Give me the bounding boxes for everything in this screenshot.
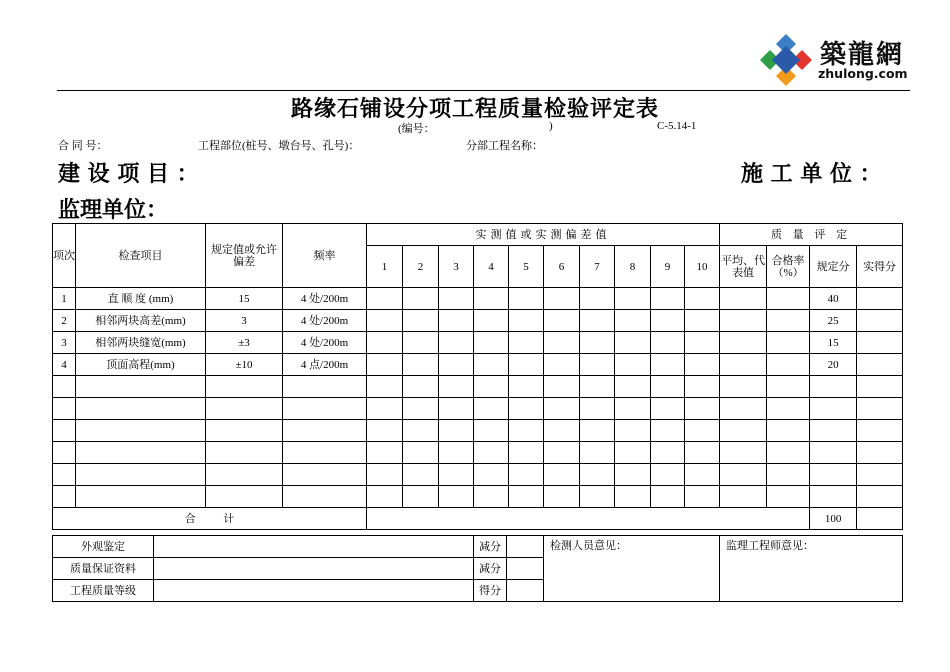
- quality-docs-deduct-value: [507, 558, 544, 580]
- col-standard-score-header: 规定分: [810, 246, 857, 288]
- appearance-value: [154, 536, 474, 558]
- row-measured-cell: [651, 310, 685, 332]
- col-actual-score-header: 实得分: [857, 246, 903, 288]
- quality-docs-value: [154, 558, 474, 580]
- row-frequency: [283, 464, 367, 486]
- total-actual-cell: [857, 508, 903, 530]
- row-measured-cell: [403, 332, 439, 354]
- grade-score-label: 得分: [474, 580, 507, 602]
- row-measured-cell: [685, 288, 720, 310]
- table-row: [53, 464, 903, 486]
- row-measured-cell: [439, 464, 474, 486]
- row-measured-cell: [651, 332, 685, 354]
- row-pass-rate: [767, 442, 810, 464]
- row-average: [720, 486, 767, 508]
- row-measured-cell: [544, 310, 580, 332]
- grade-label: 工程质量等级: [53, 580, 154, 602]
- header-divider: [57, 90, 910, 91]
- row-item: [76, 376, 206, 398]
- row-measured-cell: [615, 376, 651, 398]
- total-score: 100: [810, 508, 857, 530]
- row-item: [76, 420, 206, 442]
- row-standard-score: 15: [810, 332, 857, 354]
- row-measured-cell: [403, 464, 439, 486]
- row-measured-cell: [509, 310, 544, 332]
- row-actual-score: [857, 420, 903, 442]
- contractor-label: 施 工 单 位 ：: [741, 162, 882, 187]
- col-pass-rate-header: 合格率（%）: [767, 246, 810, 288]
- row-measured-cell: [685, 464, 720, 486]
- row-measured-cell: [651, 354, 685, 376]
- row-measured-cell: [474, 464, 509, 486]
- row-measured-cell: [651, 442, 685, 464]
- row-no: [53, 442, 76, 464]
- row-measured-cell: [403, 486, 439, 508]
- row-measured-cell: [474, 288, 509, 310]
- row-measured-cell: [580, 486, 615, 508]
- row-measured-cell: [615, 398, 651, 420]
- zhulong-logo: [758, 30, 908, 90]
- measured-col: 4: [474, 246, 509, 288]
- row-average: [720, 288, 767, 310]
- row-average: [720, 442, 767, 464]
- quality-docs-label: 质量保证资料: [53, 558, 154, 580]
- row-no: [53, 464, 76, 486]
- row-item: 相邻两块高差(mm): [76, 310, 206, 332]
- row-measured-cell: [544, 398, 580, 420]
- engineer-opinion: 监理工程师意见：: [720, 536, 903, 602]
- row-measured-cell: [403, 288, 439, 310]
- row-measured-cell: [474, 310, 509, 332]
- row-measured-cell: [685, 376, 720, 398]
- location-label: 工程部位(桩号、墩台号、孔号)：: [198, 140, 360, 152]
- row-measured-cell: [403, 442, 439, 464]
- row-measured-cell: [403, 398, 439, 420]
- measured-col: 5: [509, 246, 544, 288]
- row-measured-cell: [474, 486, 509, 508]
- row-measured-cell: [685, 420, 720, 442]
- table-row: [53, 354, 903, 376]
- row-pass-rate: [767, 332, 810, 354]
- row-measured-cell: [403, 420, 439, 442]
- row-tolerance: ±3: [206, 332, 283, 354]
- row-measured-cell: [439, 442, 474, 464]
- row-average: [720, 398, 767, 420]
- row-measured-cell: [615, 310, 651, 332]
- row-measured-cell: [580, 332, 615, 354]
- row-pass-rate: [767, 464, 810, 486]
- row-measured-cell: [367, 288, 403, 310]
- form-number: C-5.14-1: [657, 120, 697, 132]
- row-frequency: [283, 486, 367, 508]
- row-tolerance: [206, 376, 283, 398]
- row-no: 4: [53, 354, 76, 376]
- measured-header: 实测值或实测偏差值: [367, 224, 720, 246]
- grade-score-value: [507, 580, 544, 602]
- row-pass-rate: [767, 420, 810, 442]
- inspector-opinion: 检测人员意见：: [544, 536, 720, 602]
- row-measured-cell: [544, 464, 580, 486]
- logo-diamond-icon: [758, 32, 814, 88]
- row-no: [53, 376, 76, 398]
- col-frequency-header: 频率: [283, 224, 367, 288]
- row-measured-cell: [685, 398, 720, 420]
- row-measured-cell: [367, 332, 403, 354]
- row-measured-cell: [367, 310, 403, 332]
- measured-col: 3: [439, 246, 474, 288]
- row-frequency: 4 处/200m: [283, 332, 367, 354]
- row-measured-cell: [580, 442, 615, 464]
- row-standard-score: [810, 442, 857, 464]
- row-actual-score: [857, 332, 903, 354]
- col-tolerance-header: 规定值或允许偏差: [206, 224, 283, 288]
- row-measured-cell: [580, 420, 615, 442]
- row-tolerance: [206, 486, 283, 508]
- row-frequency: [283, 376, 367, 398]
- row-measured-cell: [580, 310, 615, 332]
- row-standard-score: [810, 486, 857, 508]
- row-measured-cell: [474, 420, 509, 442]
- table-row: [53, 310, 903, 332]
- page-title: 路缘石铺设分项工程质量检验评定表: [290, 97, 659, 122]
- row-item: [76, 398, 206, 420]
- contract-label: 合 同 号：: [58, 140, 108, 152]
- row-measured-cell: [474, 354, 509, 376]
- logo-english-text: zhulong.com: [818, 66, 908, 81]
- appearance-label: 外观鉴定: [53, 536, 154, 558]
- row-measured-cell: [367, 398, 403, 420]
- row-tolerance: 15: [206, 288, 283, 310]
- row-no: 2: [53, 310, 76, 332]
- total-label: 合 计: [53, 508, 367, 530]
- row-average: [720, 310, 767, 332]
- total-measured-cell: [367, 508, 810, 530]
- measured-col: 1: [367, 246, 403, 288]
- table-row: [53, 486, 903, 508]
- row-measured-cell: [544, 442, 580, 464]
- table-row: [53, 442, 903, 464]
- row-measured-cell: [474, 398, 509, 420]
- row-pass-rate: [767, 486, 810, 508]
- row-item: [76, 442, 206, 464]
- row-measured-cell: [651, 398, 685, 420]
- row-frequency: [283, 442, 367, 464]
- measured-col: 6: [544, 246, 580, 288]
- row-measured-cell: [544, 376, 580, 398]
- row-measured-cell: [544, 486, 580, 508]
- row-average: [720, 332, 767, 354]
- row-tolerance: [206, 420, 283, 442]
- row-measured-cell: [509, 332, 544, 354]
- row-measured-cell: [367, 376, 403, 398]
- row-item: 直 顺 度 (mm): [76, 288, 206, 310]
- row-measured-cell: [580, 354, 615, 376]
- row-measured-cell: [439, 310, 474, 332]
- row-pass-rate: [767, 288, 810, 310]
- row-average: [720, 464, 767, 486]
- row-no: 1: [53, 288, 76, 310]
- row-measured-cell: [615, 288, 651, 310]
- row-measured-cell: [474, 442, 509, 464]
- row-average: [720, 376, 767, 398]
- row-measured-cell: [685, 442, 720, 464]
- row-measured-cell: [615, 464, 651, 486]
- row-standard-score: 40: [810, 288, 857, 310]
- table-row: [53, 420, 903, 442]
- row-tolerance: 3: [206, 310, 283, 332]
- table-row: [53, 398, 903, 420]
- row-measured-cell: [580, 288, 615, 310]
- row-measured-cell: [367, 442, 403, 464]
- row-no: [53, 486, 76, 508]
- row-measured-cell: [615, 420, 651, 442]
- row-actual-score: [857, 486, 903, 508]
- row-no: [53, 398, 76, 420]
- row-measured-cell: [367, 464, 403, 486]
- code-close: ): [549, 120, 553, 132]
- col-no-header: 项次: [53, 224, 76, 288]
- row-frequency: [283, 398, 367, 420]
- row-standard-score: 20: [810, 354, 857, 376]
- appearance-deduct-label: 减分: [474, 536, 507, 558]
- row-measured-cell: [544, 332, 580, 354]
- row-no: [53, 420, 76, 442]
- grade-value: [154, 580, 474, 602]
- row-measured-cell: [403, 354, 439, 376]
- row-measured-cell: [685, 354, 720, 376]
- measured-col: 9: [651, 246, 685, 288]
- supervisor-label: 监理单位：: [58, 198, 169, 223]
- measured-col: 2: [403, 246, 439, 288]
- row-measured-cell: [439, 420, 474, 442]
- row-item: 顶面高程(mm): [76, 354, 206, 376]
- assessment-table: [52, 535, 903, 602]
- row-standard-score: [810, 398, 857, 420]
- row-measured-cell: [509, 376, 544, 398]
- table-row: [53, 288, 903, 310]
- appearance-deduct-value: [507, 536, 544, 558]
- row-tolerance: [206, 442, 283, 464]
- row-item: [76, 486, 206, 508]
- row-measured-cell: [439, 486, 474, 508]
- row-measured-cell: [580, 376, 615, 398]
- measured-col: 8: [615, 246, 651, 288]
- row-measured-cell: [474, 332, 509, 354]
- row-measured-cell: [615, 354, 651, 376]
- row-no: 3: [53, 332, 76, 354]
- code-label: (编号：: [398, 123, 435, 135]
- row-standard-score: [810, 376, 857, 398]
- row-measured-cell: [615, 442, 651, 464]
- row-measured-cell: [439, 288, 474, 310]
- row-measured-cell: [580, 464, 615, 486]
- measured-col: 7: [580, 246, 615, 288]
- row-average: [720, 420, 767, 442]
- row-measured-cell: [439, 332, 474, 354]
- row-item: 相邻两块缝宽(mm): [76, 332, 206, 354]
- row-frequency: 4 处/200m: [283, 288, 367, 310]
- table-row: [53, 332, 903, 354]
- row-measured-cell: [685, 332, 720, 354]
- row-actual-score: [857, 464, 903, 486]
- row-actual-score: [857, 398, 903, 420]
- row-measured-cell: [544, 420, 580, 442]
- row-measured-cell: [651, 288, 685, 310]
- row-measured-cell: [651, 420, 685, 442]
- row-actual-score: [857, 310, 903, 332]
- quality-docs-deduct-label: 减分: [474, 558, 507, 580]
- row-measured-cell: [474, 376, 509, 398]
- logo-chinese-text: 築龍網: [820, 40, 905, 70]
- row-measured-cell: [544, 354, 580, 376]
- row-actual-score: [857, 354, 903, 376]
- row-measured-cell: [615, 486, 651, 508]
- quality-header: 质 量 评 定: [720, 224, 903, 246]
- row-pass-rate: [767, 398, 810, 420]
- row-measured-cell: [651, 464, 685, 486]
- inspection-table: [52, 223, 903, 530]
- row-actual-score: [857, 442, 903, 464]
- row-measured-cell: [509, 442, 544, 464]
- row-measured-cell: [403, 376, 439, 398]
- row-measured-cell: [685, 310, 720, 332]
- row-tolerance: [206, 398, 283, 420]
- table-row: [53, 376, 903, 398]
- row-measured-cell: [615, 332, 651, 354]
- row-tolerance: [206, 464, 283, 486]
- row-measured-cell: [439, 376, 474, 398]
- row-measured-cell: [439, 354, 474, 376]
- row-measured-cell: [367, 354, 403, 376]
- row-actual-score: [857, 376, 903, 398]
- row-average: [720, 354, 767, 376]
- row-measured-cell: [509, 288, 544, 310]
- row-measured-cell: [544, 288, 580, 310]
- row-tolerance: ±10: [206, 354, 283, 376]
- row-measured-cell: [509, 420, 544, 442]
- row-measured-cell: [509, 486, 544, 508]
- construction-project-label: 建 设 项 目 ：: [58, 162, 199, 187]
- row-measured-cell: [509, 354, 544, 376]
- row-measured-cell: [651, 376, 685, 398]
- row-frequency: 4 点/200m: [283, 354, 367, 376]
- row-actual-score: [857, 288, 903, 310]
- row-measured-cell: [509, 464, 544, 486]
- row-standard-score: 25: [810, 310, 857, 332]
- row-item: [76, 464, 206, 486]
- col-item-header: 检查项目: [76, 224, 206, 288]
- row-measured-cell: [367, 420, 403, 442]
- row-measured-cell: [403, 310, 439, 332]
- row-measured-cell: [439, 398, 474, 420]
- subproject-label: 分部工程名称：: [466, 140, 543, 152]
- row-measured-cell: [580, 398, 615, 420]
- row-frequency: [283, 420, 367, 442]
- measured-col: 10: [685, 246, 720, 288]
- row-pass-rate: [767, 354, 810, 376]
- col-average-header: 平均、代表值: [720, 246, 767, 288]
- row-frequency: 4 处/200m: [283, 310, 367, 332]
- row-measured-cell: [509, 398, 544, 420]
- row-pass-rate: [767, 310, 810, 332]
- row-measured-cell: [651, 486, 685, 508]
- row-standard-score: [810, 464, 857, 486]
- row-standard-score: [810, 420, 857, 442]
- row-pass-rate: [767, 376, 810, 398]
- row-measured-cell: [367, 486, 403, 508]
- row-measured-cell: [685, 486, 720, 508]
